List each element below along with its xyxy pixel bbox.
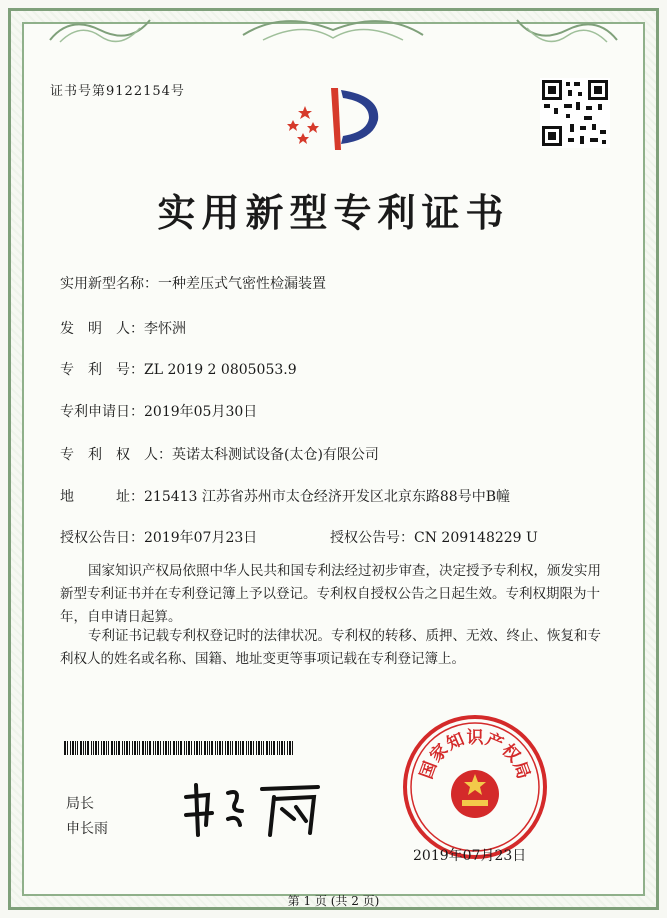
field-inventor xyxy=(60,318,186,338)
seal-char: 产 xyxy=(482,729,507,755)
qr-code-icon[interactable] xyxy=(540,78,610,148)
field-value: 2019年07月23日 xyxy=(144,530,258,546)
seal-char: 国 xyxy=(416,758,442,782)
legal-status-paragraph: 专利证书记载专利权登记时的法律状况。专利权的转移、质押、无效、终止、恢复和专利权人的姓名或名称、国籍、地址变更等事项记载在专利登记簿上。 xyxy=(60,628,601,667)
field-label: 地 址： xyxy=(60,489,144,505)
field-label: 授权公告号： xyxy=(330,530,414,546)
seal-char: 知 xyxy=(443,729,468,755)
national-emblem-icon xyxy=(451,770,499,818)
seal-date: 2019年07月23日 xyxy=(413,848,527,864)
patent-office-logo-icon xyxy=(283,78,383,153)
field-label: 专 利 权 人： xyxy=(60,447,172,463)
certificate-number: 证书号第9122154号 xyxy=(50,84,185,99)
signatory-name: 申长雨 xyxy=(66,821,108,837)
handwritten-signature-icon xyxy=(178,775,328,845)
field-label: 专 利 号： xyxy=(60,362,144,378)
field-label: 专利申请日： xyxy=(60,404,144,420)
field-value: CN 209148229 U xyxy=(414,530,538,546)
field-value: 215413 江苏省苏州市太仓经济开发区北京东路88号中B幢 xyxy=(144,489,510,505)
field-value: ZL 2019 2 0805053.9 xyxy=(144,362,297,378)
field-value: 一种差压式气密性检漏装置 xyxy=(158,276,326,292)
seal-char: 识 xyxy=(466,728,484,748)
page-number: 第 1 页 (共 2 页) xyxy=(287,894,380,908)
field-value: 2019年05月30日 xyxy=(144,404,258,420)
certificate-statement-paragraph: 国家知识产权局依照中华人民共和国专利法经过初步审查，决定授予专利权，颁发实用新型专利证书并在专利登记簿上予以登记。专利权自授权公告之日起生效。专利权期限为十年，自申请日起算。 xyxy=(60,563,601,625)
field-application-date xyxy=(60,401,257,421)
field-grant-number xyxy=(330,527,538,547)
field-value: 李怀洲 xyxy=(144,321,186,337)
field-label: 发 明 人： xyxy=(60,321,144,337)
seal-char: 局 xyxy=(508,758,534,782)
field-label: 实用新型名称： xyxy=(60,276,158,292)
certificate-title: 实用新型专利证书 xyxy=(157,190,510,235)
seal-char: 家 xyxy=(426,740,453,767)
field-patent-number xyxy=(60,359,297,379)
official-seal-icon xyxy=(400,712,550,862)
field-address xyxy=(60,486,510,506)
top-center-ornament-icon xyxy=(233,10,433,50)
barcode-icon xyxy=(64,741,296,755)
field-patentee xyxy=(60,444,379,464)
field-grant-date xyxy=(60,527,257,547)
corner-ornament-left-icon xyxy=(40,10,160,50)
field-utility-model-name xyxy=(60,273,326,293)
field-value: 英诺太科测试设备(太仓)有限公司 xyxy=(172,447,379,463)
corner-ornament-right-icon xyxy=(507,10,627,50)
signatory-title: 局长 xyxy=(66,796,94,812)
seal-char: 权 xyxy=(497,740,524,767)
field-label: 授权公告日： xyxy=(60,530,144,546)
